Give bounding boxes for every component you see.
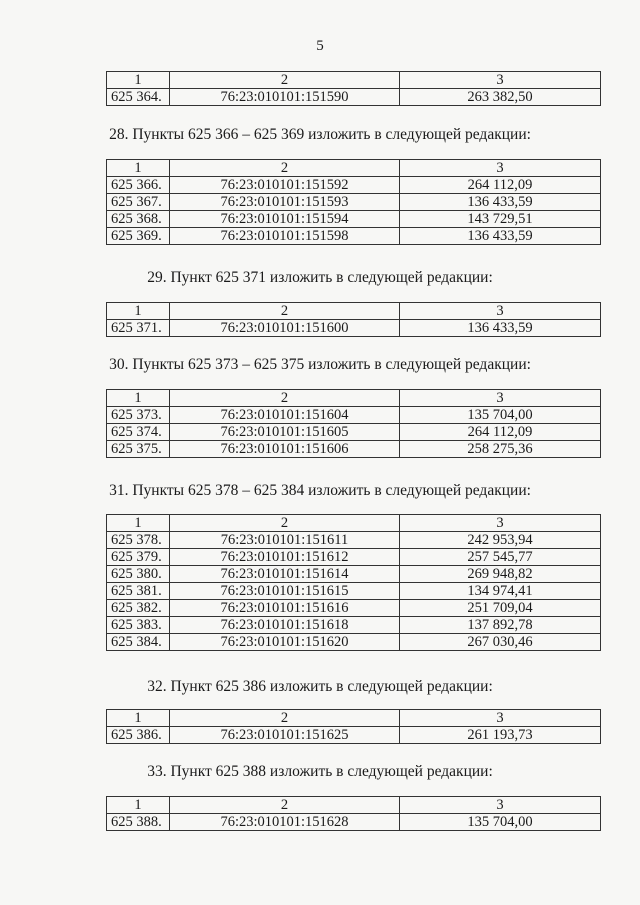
cadastral-number: 76:23:010101:151594 [170, 211, 400, 228]
col-number-2: 2 [170, 390, 400, 407]
cadastral-number: 76:23:010101:151615 [170, 583, 400, 600]
table-row [107, 600, 601, 617]
col-number-3: 3 [400, 710, 601, 727]
table-row [107, 194, 601, 211]
cadastral-value: 258 275,36 [400, 441, 601, 458]
item-number: 625 388. [107, 814, 170, 831]
table-header-row [107, 710, 601, 727]
cadastral-number: 76:23:010101:151620 [170, 634, 400, 651]
cadastral-value: 135 704,00 [400, 407, 601, 424]
cadastral-value: 251 709,04 [400, 600, 601, 617]
cadastral-number: 76:23:010101:151628 [170, 814, 400, 831]
cadastral-value: 267 030,46 [400, 634, 601, 651]
section-heading-30: 30. Пункты 625 373 – 625 375 изложить в следующей редакции: [109, 356, 531, 373]
item-number: 625 366. [107, 177, 170, 194]
col-number-2: 2 [170, 303, 400, 320]
cadastral-value: 261 193,73 [400, 727, 601, 744]
col-number-3: 3 [400, 797, 601, 814]
col-number-3: 3 [400, 160, 601, 177]
col-number-2: 2 [170, 710, 400, 727]
cadastral-number: 76:23:010101:151606 [170, 441, 400, 458]
table-row [107, 583, 601, 600]
table-0 [106, 71, 601, 106]
item-number: 625 375. [107, 441, 170, 458]
col-number-1: 1 [107, 797, 170, 814]
table-row [107, 727, 601, 744]
cadastral-value: 143 729,51 [400, 211, 601, 228]
cadastral-value: 136 433,59 [400, 228, 601, 245]
section-heading-31: 31. Пункты 625 378 – 625 384 изложить в следующей редакции: [109, 482, 531, 499]
cadastral-number: 76:23:010101:151614 [170, 566, 400, 583]
item-number: 625 378. [107, 532, 170, 549]
col-number-3: 3 [400, 390, 601, 407]
item-number: 625 381. [107, 583, 170, 600]
col-number-3: 3 [400, 515, 601, 532]
cadastral-value: 135 704,00 [400, 814, 601, 831]
col-number-1: 1 [107, 72, 170, 89]
section-heading-28: 28. Пункты 625 366 – 625 369 изложить в следующей редакции: [109, 126, 531, 143]
cadastral-number: 76:23:010101:151625 [170, 727, 400, 744]
col-number-2: 2 [170, 160, 400, 177]
cadastral-number: 76:23:010101:151590 [170, 89, 400, 106]
cadastral-value: 137 892,78 [400, 617, 601, 634]
table-row [107, 532, 601, 549]
item-number: 625 380. [107, 566, 170, 583]
table-30 [106, 389, 601, 458]
item-number: 625 374. [107, 424, 170, 441]
cadastral-value: 263 382,50 [400, 89, 601, 106]
item-number: 625 371. [107, 320, 170, 337]
cadastral-number: 76:23:010101:151593 [170, 194, 400, 211]
table-row [107, 89, 601, 106]
table-row [107, 424, 601, 441]
cadastral-value: 264 112,09 [400, 177, 601, 194]
col-number-2: 2 [170, 515, 400, 532]
table-31 [106, 514, 601, 651]
table-row [107, 407, 601, 424]
table-header-row [107, 515, 601, 532]
col-number-1: 1 [107, 303, 170, 320]
cadastral-value: 264 112,09 [400, 424, 601, 441]
table-row [107, 634, 601, 651]
table-row [107, 228, 601, 245]
cadastral-value: 136 433,59 [400, 320, 601, 337]
table-32 [106, 709, 601, 744]
item-number: 625 383. [107, 617, 170, 634]
table-row [107, 617, 601, 634]
col-number-2: 2 [170, 72, 400, 89]
cadastral-number: 76:23:010101:151611 [170, 532, 400, 549]
cadastral-value: 136 433,59 [400, 194, 601, 211]
cadastral-number: 76:23:010101:151618 [170, 617, 400, 634]
table-row [107, 211, 601, 228]
cadastral-number: 76:23:010101:151616 [170, 600, 400, 617]
table-28 [106, 159, 601, 245]
table-header-row [107, 797, 601, 814]
col-number-1: 1 [107, 390, 170, 407]
item-number: 625 379. [107, 549, 170, 566]
cadastral-number: 76:23:010101:151592 [170, 177, 400, 194]
table-header-row [107, 160, 601, 177]
col-number-1: 1 [107, 160, 170, 177]
cadastral-number: 76:23:010101:151612 [170, 549, 400, 566]
col-number-1: 1 [107, 515, 170, 532]
item-number: 625 368. [107, 211, 170, 228]
cadastral-number: 76:23:010101:151600 [170, 320, 400, 337]
table-33 [106, 796, 601, 831]
page-number: 5 [316, 38, 324, 54]
item-number: 625 369. [107, 228, 170, 245]
section-heading-32: 32. Пункт 625 386 изложить в следующей редакции: [147, 678, 493, 695]
table-header-row [107, 390, 601, 407]
table-29 [106, 302, 601, 337]
cadastral-number: 76:23:010101:151604 [170, 407, 400, 424]
section-heading-29: 29. Пункт 625 371 изложить в следующей редакции: [147, 269, 493, 286]
item-number: 625 384. [107, 634, 170, 651]
section-heading-33: 33. Пункт 625 388 изложить в следующей редакции: [147, 763, 493, 780]
col-number-2: 2 [170, 797, 400, 814]
table-row [107, 177, 601, 194]
table-row [107, 441, 601, 458]
col-number-3: 3 [400, 303, 601, 320]
cadastral-number: 76:23:010101:151598 [170, 228, 400, 245]
item-number: 625 382. [107, 600, 170, 617]
table-row [107, 566, 601, 583]
col-number-1: 1 [107, 710, 170, 727]
table-header-row [107, 303, 601, 320]
table-row [107, 320, 601, 337]
table-row [107, 814, 601, 831]
col-number-3: 3 [400, 72, 601, 89]
cadastral-value: 257 545,77 [400, 549, 601, 566]
cadastral-value: 242 953,94 [400, 532, 601, 549]
table-row [107, 549, 601, 566]
item-number: 625 373. [107, 407, 170, 424]
item-number: 625 367. [107, 194, 170, 211]
cadastral-value: 134 974,41 [400, 583, 601, 600]
table-header-row [107, 72, 601, 89]
cadastral-value: 269 948,82 [400, 566, 601, 583]
item-number: 625 364. [107, 89, 170, 106]
cadastral-number: 76:23:010101:151605 [170, 424, 400, 441]
item-number: 625 386. [107, 727, 170, 744]
